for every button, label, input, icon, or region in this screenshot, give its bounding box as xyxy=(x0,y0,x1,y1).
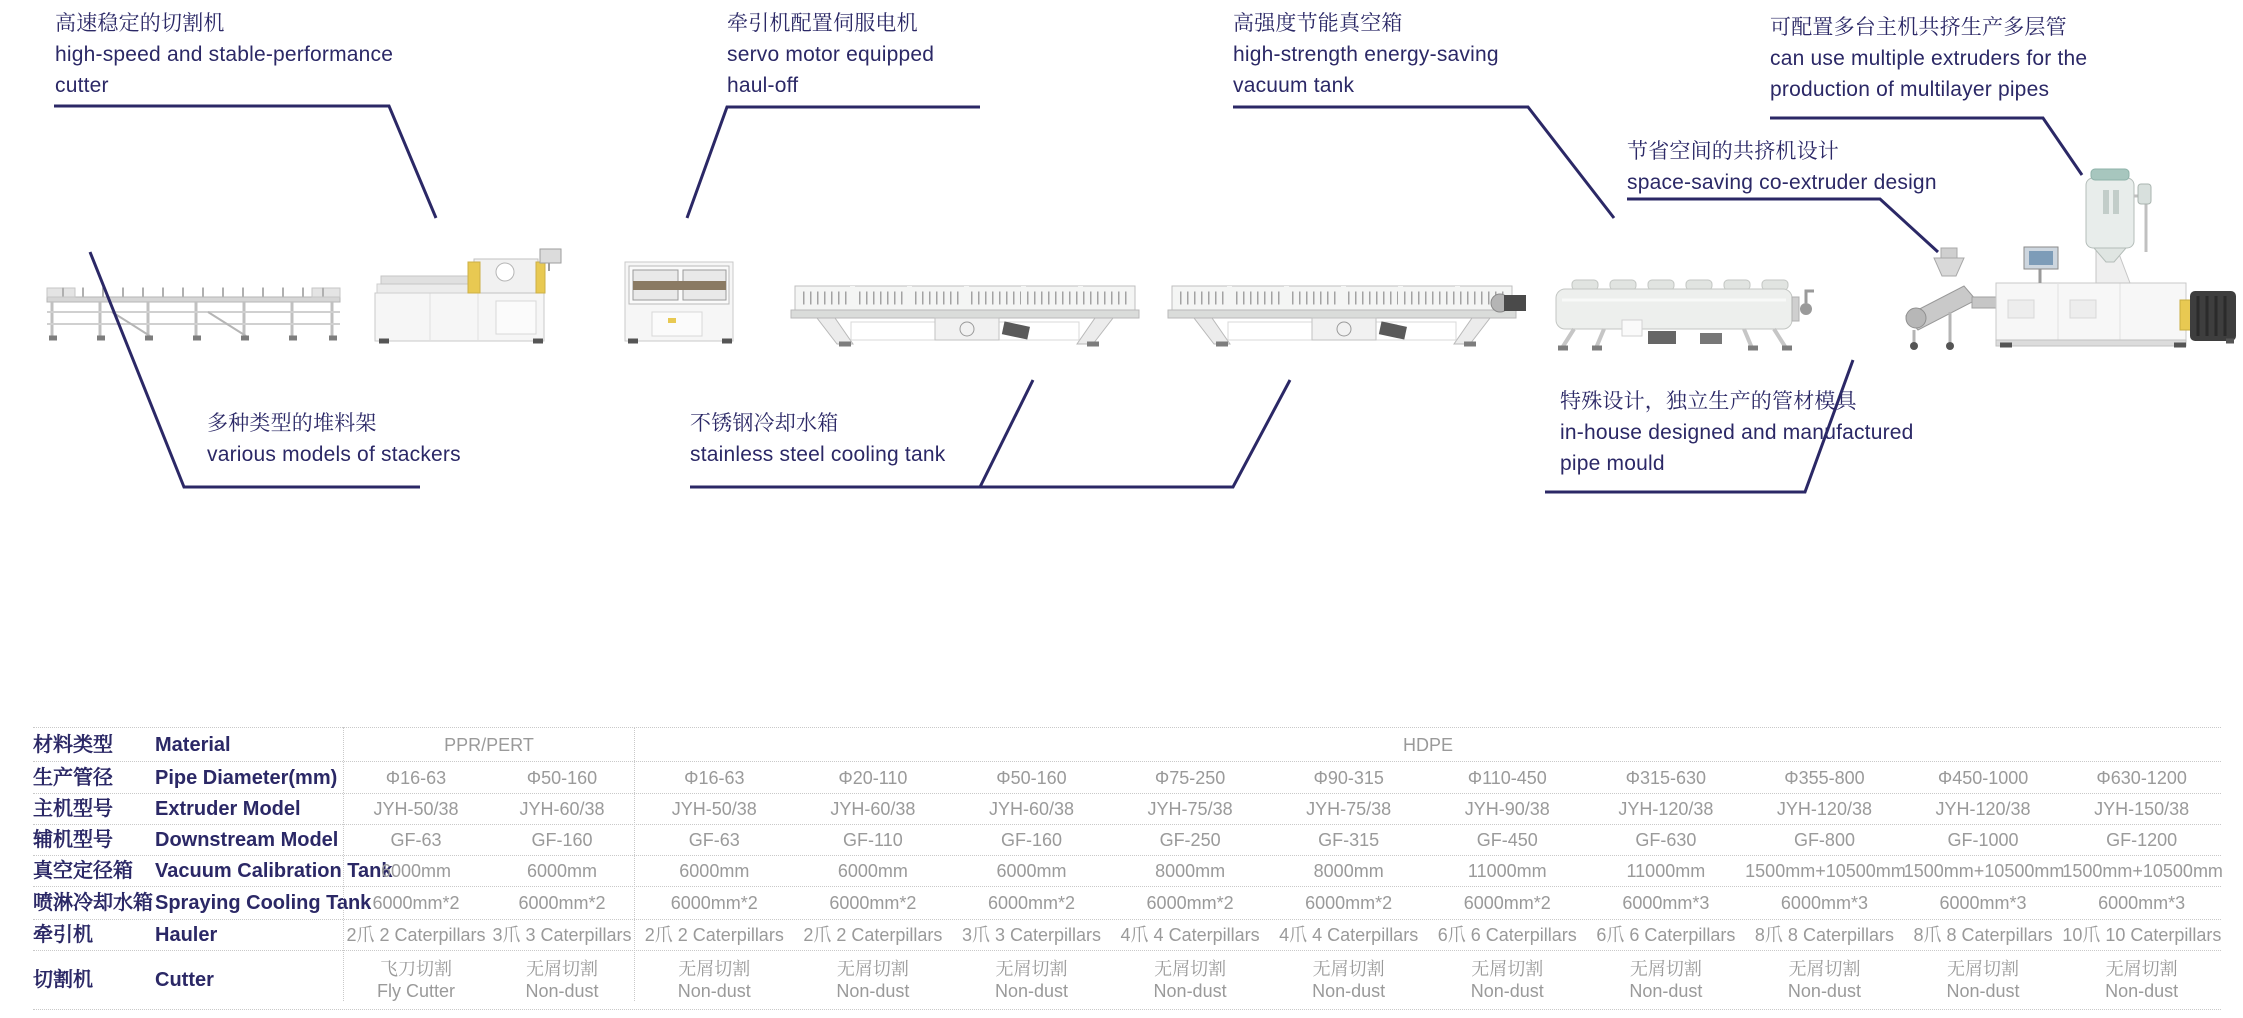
table-cell: JYH-50/38 xyxy=(671,799,757,819)
callout-haul-off-en2: haul-off xyxy=(727,74,799,97)
table-cell: 6000mm*2 xyxy=(518,893,606,913)
table-cell: JYH-75/38 xyxy=(1306,799,1392,819)
row-label-zh: 材料类型 xyxy=(33,733,113,756)
table-cell: 6爪 6 Caterpillars xyxy=(1437,925,1577,945)
row-label-en: Cutter xyxy=(155,969,214,991)
row-label-en: Spraying Cooling Tank xyxy=(155,892,372,914)
table-cell: 无屑切割 Non-dust xyxy=(994,959,1068,1001)
table-cell: 2爪 2 Caterpillars xyxy=(803,925,943,945)
table-cell: 6000mm xyxy=(526,861,598,881)
table-cell: GF-450 xyxy=(1476,830,1538,850)
cooling-tank-b-image xyxy=(1168,286,1526,344)
callout-vacuum-tank-zh: 高强度节能真空箱 xyxy=(1233,12,1403,35)
table-cell: GF-63 xyxy=(390,830,442,850)
table-cell: 无屑切割 Non-dust xyxy=(1946,959,2020,1001)
table-cell: 8000mm xyxy=(1155,861,1226,881)
cutter-machine-image xyxy=(375,249,561,341)
table-cell: GF-800 xyxy=(1793,830,1855,850)
table-cell: 11000mm xyxy=(1467,861,1547,881)
table-row xyxy=(33,824,2221,855)
table-cell: Φ315-630 xyxy=(1625,767,1707,788)
table-cell: 6000mm*2 xyxy=(372,893,460,913)
callout-stackers-zh: 多种类型的堆料架 xyxy=(207,412,377,435)
table-divider-labels xyxy=(343,727,344,1001)
vacuum-tank-image xyxy=(1556,280,1814,348)
table-cell: JYH-60/38 xyxy=(830,799,916,819)
callout-cutter xyxy=(55,8,393,101)
row-label-en: Pipe Diameter(mm) xyxy=(155,766,338,789)
callout-vacuum-tank-en2: vacuum tank xyxy=(1233,74,1355,97)
row-label-zh: 切割机 xyxy=(33,969,93,991)
table-cell: 4爪 4 Caterpillars xyxy=(1279,925,1419,945)
table-cell: JYH-120/38 xyxy=(1618,799,1714,819)
table-cell: 无屑切割 Non-dust xyxy=(525,959,599,1001)
table-row xyxy=(33,886,2221,919)
table-row xyxy=(33,919,2221,950)
row-label-zh: 主机型号 xyxy=(33,798,113,820)
table-cell: 6000mm xyxy=(837,861,908,881)
table-cell: JYH-60/38 xyxy=(519,799,605,819)
callout-pipe-mould-en1: in-house designed and manufactured xyxy=(1560,421,1914,444)
table-cell: GF-63 xyxy=(688,830,740,850)
table-cell: 无屑切割 Non-dust xyxy=(1153,959,1227,1001)
table-cell: 8000mm xyxy=(1313,861,1384,881)
table-cell: 无屑切割 Non-dust xyxy=(2105,959,2179,1001)
callout-multilayer-zh: 可配置多台主机共挤生产多层管 xyxy=(1770,16,2067,39)
callout-haul-off-zh: 牵引机配置伺服电机 xyxy=(727,12,918,35)
table-cell: GF-160 xyxy=(1000,830,1062,850)
stacker-image xyxy=(47,288,340,338)
table-cell: 飞刀切割 Fly Cutter xyxy=(376,959,455,1001)
table-cell: 1500mm+10500mm xyxy=(1745,861,1906,881)
table-divider-ppr-hdpe xyxy=(634,727,635,1001)
table-cell: 3爪 3 Caterpillars xyxy=(492,925,632,945)
table-cell: 6000mm*3 xyxy=(1622,893,1710,913)
table-cell: GF-630 xyxy=(1635,830,1697,850)
callout-vacuum-tank xyxy=(1233,8,1499,101)
callout-co-extruder-zh: 节省空间的共挤机设计 xyxy=(1627,140,1839,163)
table-cell: Φ20-110 xyxy=(838,767,908,788)
table-cell: Φ90-315 xyxy=(1313,767,1384,788)
table-cell: 1500mm+10500mm xyxy=(1903,861,2065,881)
table-cell: 6000mm xyxy=(679,861,750,881)
callout-cooling-tank-zh: 不锈钢冷却水箱 xyxy=(690,412,839,435)
table-cell: Φ50-160 xyxy=(996,767,1067,788)
row-label-en: Downstream Model xyxy=(155,829,339,851)
callout-cooling-tank xyxy=(690,408,945,470)
callout-multilayer xyxy=(1770,12,2087,105)
callout-multilayer-en2: production of multilayer pipes xyxy=(1770,78,2050,101)
row-label-zh: 喷淋冷却水箱 xyxy=(33,892,153,914)
callout-pipe-mould xyxy=(1560,386,1914,479)
callout-pipe-mould-zh: 特殊设计，独立生产的管材模具 xyxy=(1560,390,1857,413)
table-cell: 1500mm+10500mm xyxy=(2062,861,2223,881)
table-cell: GF-1200 xyxy=(2106,830,2178,850)
table-cell: 6000mm*2 xyxy=(1146,893,1234,913)
table-cell: GF-160 xyxy=(531,830,593,850)
row-label-zh: 辅机型号 xyxy=(33,829,113,851)
table-cell: 11000mm xyxy=(1626,861,1706,881)
row-label-en: Vacuum Calibration Tank xyxy=(155,860,393,882)
callout-cooling-tank-en: stainless steel cooling tank xyxy=(690,443,946,466)
table-cell: 6000mm*3 xyxy=(1780,893,1868,913)
callout-multilayer-en1: can use multiple extruders for the xyxy=(1770,47,2088,70)
spec-table xyxy=(33,727,2221,1010)
callout-cutter-zh: 高速稳定的切割机 xyxy=(55,12,225,35)
table-cell: GF-250 xyxy=(1159,830,1221,850)
table-cell: 无屑切割 Non-dust xyxy=(836,959,910,1001)
row-label-en: Material xyxy=(155,733,231,756)
table-cell: GF-110 xyxy=(843,830,903,850)
table-cell: JYH-60/38 xyxy=(988,799,1074,819)
table-cell: 6爪 6 Caterpillars xyxy=(1596,925,1736,945)
row-label-zh: 牵引机 xyxy=(33,924,93,946)
row-label-en: Hauler xyxy=(155,924,218,946)
table-row xyxy=(33,727,2221,761)
table-cell: 6000mm*2 xyxy=(987,893,1075,913)
table-row xyxy=(33,855,2221,886)
table-cell: 4爪 4 Caterpillars xyxy=(1120,925,1260,945)
table-cell: 8爪 8 Caterpillars xyxy=(1913,925,2053,945)
table-cell: 无屑切割 Non-dust xyxy=(1787,959,1861,1001)
table-cell: 6000mm*2 xyxy=(1305,893,1393,913)
material-group: PPR/PERT xyxy=(444,734,534,755)
table-cell: Φ50-160 xyxy=(526,767,598,788)
callout-cutter-en2: cutter xyxy=(55,74,109,97)
table-cell: Φ450-1000 xyxy=(1937,767,2029,788)
table-cell: 6000mm*3 xyxy=(2098,893,2186,913)
table-cell: 10爪 10 Caterpillars xyxy=(2062,925,2222,945)
table-cell: GF-315 xyxy=(1318,830,1380,850)
callout-vacuum-tank-en1: high-strength energy-saving xyxy=(1233,43,1499,66)
table-cell: 无屑切割 Non-dust xyxy=(677,959,751,1001)
table-cell: JYH-75/38 xyxy=(1147,799,1233,819)
material-group: HDPE xyxy=(1402,734,1453,755)
cooling-tank-a-image xyxy=(791,286,1139,344)
callout-haul-off-en1: servo motor equipped xyxy=(727,43,935,66)
callout-haul-off xyxy=(727,8,934,101)
table-cell: 无屑切割 Non-dust xyxy=(1470,959,1544,1001)
table-cell: 无屑切割 Non-dust xyxy=(1629,959,1703,1001)
table-cell: JYH-50/38 xyxy=(373,799,459,819)
table-row xyxy=(33,793,2221,824)
table-cell: Φ16-63 xyxy=(385,767,447,788)
callout-co-extruder-en: space-saving co-extruder design xyxy=(1627,171,1937,194)
table-cell: JYH-120/38 xyxy=(1776,799,1872,819)
callout-pipe-mould-en2: pipe mould xyxy=(1560,452,1665,475)
table-cell: 2爪 2 Caterpillars xyxy=(346,925,486,945)
callout-cutter-en1: high-speed and stable-performance xyxy=(55,43,394,66)
table-cell: 2爪 2 Caterpillars xyxy=(644,925,784,945)
row-label-zh: 生产管径 xyxy=(33,766,113,789)
table-cell: Φ75-250 xyxy=(1154,767,1226,788)
row-label-zh: 真空定径箱 xyxy=(33,860,133,882)
extruder-image xyxy=(1906,169,2236,350)
table-cell: 无屑切割 Non-dust xyxy=(1312,959,1386,1001)
table-row xyxy=(33,950,2221,1010)
table-cell: 6000mm*3 xyxy=(1939,893,2027,913)
table-cell: Φ110-450 xyxy=(1467,767,1547,788)
table-cell: JYH-150/38 xyxy=(2094,799,2190,819)
callout-stackers-en: various models of stackers xyxy=(207,443,461,466)
table-cell: JYH-90/38 xyxy=(1464,799,1550,819)
table-row xyxy=(33,761,2221,793)
row-label-en: Extruder Model xyxy=(155,798,301,820)
table-cell: Φ355-800 xyxy=(1784,767,1865,788)
table-cell: GF-1000 xyxy=(1947,830,2019,850)
table-cell: JYH-120/38 xyxy=(1935,799,2031,819)
table-cell: Φ16-63 xyxy=(684,767,745,788)
table-cell: 6000mm xyxy=(380,861,452,881)
table-cell: 6000mm*2 xyxy=(829,893,917,913)
table-cell: 3爪 3 Caterpillars xyxy=(961,925,1102,945)
table-cell: 6000mm*2 xyxy=(670,893,758,913)
table-cell: Φ630-1200 xyxy=(2096,767,2187,788)
table-cell: 8爪 8 Caterpillars xyxy=(1754,925,1894,945)
table-cell: 6000mm*2 xyxy=(1463,893,1551,913)
haul-off-machine-image xyxy=(625,262,733,341)
table-cell: 6000mm xyxy=(996,861,1067,881)
callout-co-extruder xyxy=(1627,136,1937,198)
callout-stackers xyxy=(207,408,461,470)
